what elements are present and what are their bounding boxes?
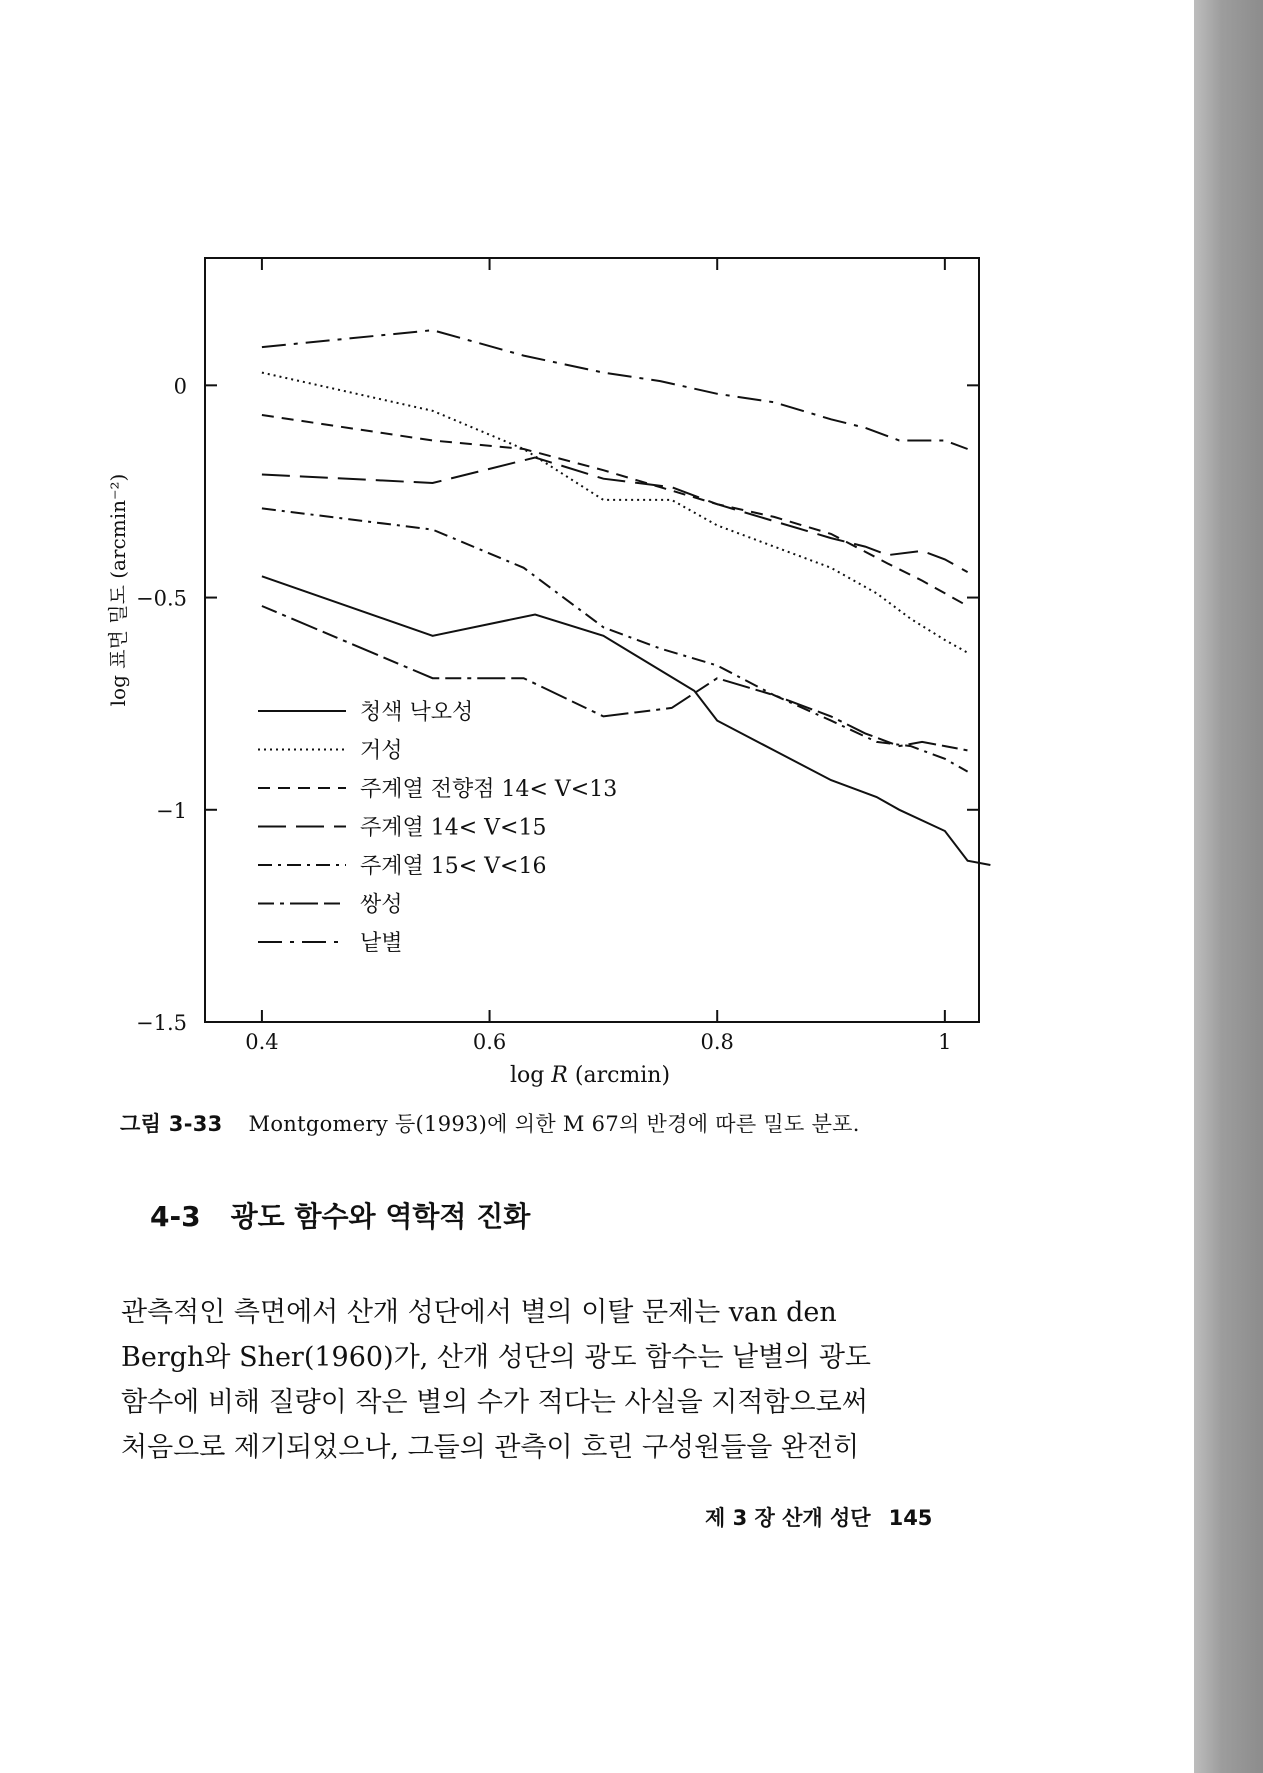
y-tick-label: −0.5 bbox=[136, 586, 187, 611]
figure-caption bbox=[120, 1108, 860, 1138]
series-line bbox=[262, 606, 968, 750]
legend bbox=[258, 700, 617, 956]
series-line bbox=[262, 458, 968, 573]
y-axis-label: log 표면 밀도 (arcmin⁻²) bbox=[106, 473, 130, 707]
series-line bbox=[262, 415, 968, 606]
x-tick-label: 0.4 bbox=[245, 1030, 279, 1054]
axes bbox=[136, 258, 979, 1054]
section-number: 4-3 bbox=[150, 1200, 201, 1233]
section-title: 광도 함수와 역학적 진화 bbox=[230, 1200, 531, 1233]
body-line: 관측적인 측면에서 산개 성단에서 별의 이탈 문제는 van den bbox=[121, 1297, 837, 1328]
figure-caption-text: Montgomery 등(1993)에 의한 M 67의 반경에 따른 밀도 분포. bbox=[248, 1112, 860, 1136]
legend-label: 쌍성 bbox=[360, 892, 403, 918]
running-header: 제 3 장 산개 성단 bbox=[705, 1506, 871, 1530]
legend-label: 낱별 bbox=[360, 931, 403, 956]
y-tick-label: −1.5 bbox=[136, 1011, 187, 1035]
x-axis-label: log R (arcmin) bbox=[509, 1063, 671, 1088]
y-tick-label: −1 bbox=[156, 798, 187, 823]
page-footer bbox=[705, 1502, 932, 1532]
body-line: Bergh와 Sher(1960)가, 산개 성단의 광도 함수는 낱별의 광도 bbox=[121, 1342, 872, 1373]
legend-label: 청색 낙오성 bbox=[360, 700, 474, 725]
legend-label: 주계열 15< V<16 bbox=[360, 854, 547, 879]
x-tick-label: 0.6 bbox=[472, 1030, 507, 1054]
plot-frame bbox=[205, 258, 979, 1022]
series-line bbox=[262, 373, 968, 653]
x-tick-label: 1 bbox=[938, 1030, 952, 1054]
page-edge bbox=[1194, 0, 1263, 1773]
x-tick-label: 0.8 bbox=[700, 1030, 734, 1054]
legend-label: 거성 bbox=[360, 738, 403, 764]
legend-label: 주계열 전향점 14< V<13 bbox=[360, 777, 618, 802]
page-number: 145 bbox=[888, 1506, 933, 1530]
body-line: 함수에 비해 질량이 작은 별의 수가 적다는 사실을 지적함으로써 bbox=[121, 1387, 868, 1418]
section-heading bbox=[150, 1195, 530, 1235]
body-line: 처음으로 제기되었으나, 그들의 관측이 흐린 구성원들을 완전히 bbox=[121, 1432, 860, 1463]
figure-number: 그림 3-33 bbox=[120, 1112, 223, 1136]
y-tick-label: 0 bbox=[173, 374, 187, 399]
legend-label: 주계열 14< V<15 bbox=[360, 815, 547, 841]
